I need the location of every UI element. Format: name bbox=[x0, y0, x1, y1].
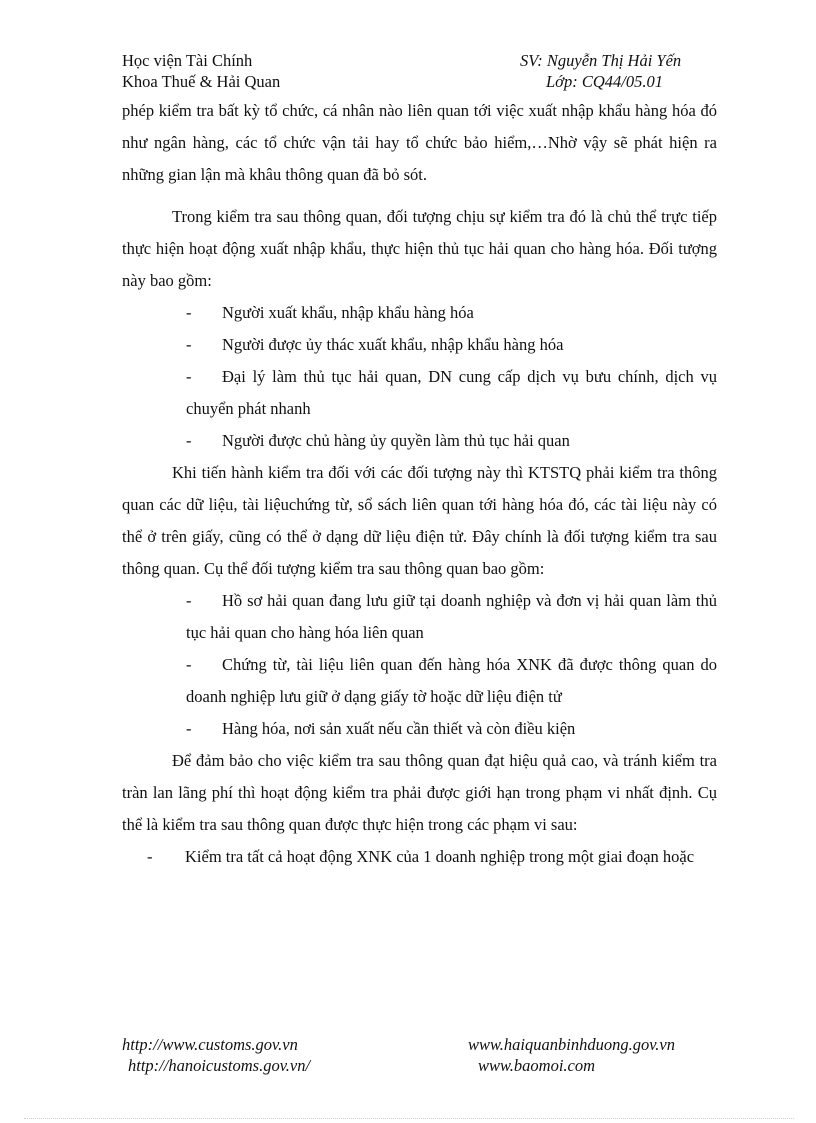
list-item-text: Người xuất khẩu, nhập khẩu hàng hóa bbox=[222, 303, 474, 322]
faculty-name: Khoa Thuế & Hải Quan bbox=[122, 72, 281, 91]
list-item: - Đại lý làm thủ tục hải quan, DN cung cấp dịch vụ bưu chính, dịch vụ chuyển phát nhanh bbox=[122, 361, 717, 425]
list-item-text: Đại lý làm thủ tục hải quan, DN cung cấp dịch vụ bưu chính, dịch vụ chuyển phát nhanh bbox=[186, 367, 717, 418]
document-body bbox=[122, 95, 717, 873]
footer-link-hanoicustoms: http://hanoicustoms.gov.vn/ bbox=[128, 1056, 311, 1075]
paragraph: Để đảm bảo cho việc kiểm tra sau thông quan đạt hiệu quả cao, và tránh kiểm tra tràn lan lãng phí thì hoạt động kiểm tra phải được giới hạn trong phạm vi nhất định. Cụ thể là kiểm tra sau thông quan được thực hiện trong các phạm vi sau: bbox=[122, 751, 717, 834]
footer-link-haiquanbinhduong: www.haiquanbinhduong.gov.vn bbox=[468, 1035, 676, 1054]
paragraph: phép kiểm tra bất kỳ tổ chức, cá nhân nào liên quan tới việc xuất nhập khẩu hàng hóa đó như ngân hàng, các tổ chức vận tải hay tổ chức bảo hiểm,…Nhờ vậy sẽ phát hiện ra những gian lận mà khâu thông quan đã bỏ sót. bbox=[122, 101, 717, 184]
page-header-left bbox=[122, 50, 280, 92]
class-code: Lớp: CQ44/05.01 bbox=[546, 72, 663, 91]
list-item: - Hồ sơ hải quan đang lưu giữ tại doanh nghiệp và đơn vị hải quan làm thủ tục hải quan cho hàng hóa liên quan bbox=[122, 585, 717, 649]
list-item: - Chứng từ, tài liệu liên quan đến hàng hóa XNK đã được thông quan do doanh nghiệp lưu giữ ở dạng giấy tờ hoặc dữ liệu điện tử bbox=[122, 649, 717, 713]
list-item: - Người được ủy thác xuất khẩu, nhập khẩu hàng hóa bbox=[122, 329, 717, 361]
list-item-text: Chứng từ, tài liệu liên quan đến hàng hóa XNK đã được thông quan do doanh nghiệp lưu giữ ở dạng giấy tờ hoặc dữ liệu điện tử bbox=[186, 655, 717, 706]
student-name: SV: Nguyễn Thị Hải Yến bbox=[520, 51, 682, 70]
list-item-text: Hàng hóa, nơi sản xuất nếu cần thiết và còn điều kiện bbox=[222, 719, 576, 738]
list-item: - Người được chủ hàng ủy quyền làm thủ tục hải quan bbox=[122, 425, 717, 457]
footer-link-baomoi: www.baomoi.com bbox=[478, 1056, 596, 1075]
page-header-right bbox=[520, 50, 681, 92]
list-item-text: Kiểm tra tất cả hoạt động XNK của 1 doanh nghiệp trong một giai đoạn hoặc bbox=[185, 847, 695, 866]
list-item-text: Hồ sơ hải quan đang lưu giữ tại doanh nghiệp và đơn vị hải quan làm thủ tục hải quan cho hàng hóa liên quan bbox=[186, 591, 717, 642]
footer-link-customs: http://www.customs.gov.vn bbox=[122, 1035, 298, 1054]
paragraph: Trong kiểm tra sau thông quan, đối tượng chịu sự kiểm tra đó là chủ thể trực tiếp thực hiện hoạt động xuất nhập khẩu, thực hiện thủ tục hải quan cho hàng hóa. Đối tượng này bao gồm: bbox=[122, 207, 717, 290]
paragraph: Khi tiến hành kiểm tra đối với các đối tượng này thì KTSTQ phải kiểm tra thông quan các dữ liệu, tài liệuchứng từ, sổ sách liên quan tới hàng hóa đó, các tài liệu này có thể ở trên giấy, cũng có thể ở dạng dữ liệu điện tử. Đây chính là đối tượng kiểm tra sau thông quan. Cụ thể đối tượng kiểm tra sau thông quan bao gồm: bbox=[122, 463, 717, 578]
institution-name: Học viện Tài Chính bbox=[122, 51, 253, 70]
page-bottom-divider bbox=[24, 1118, 794, 1119]
list-item-text: Người được chủ hàng ủy quyền làm thủ tục hải quan bbox=[222, 431, 570, 450]
list-item: - Kiểm tra tất cả hoạt động XNK của 1 doanh nghiệp trong một giai đoạn hoặc bbox=[122, 841, 717, 873]
list-item: - Hàng hóa, nơi sản xuất nếu cần thiết và còn điều kiện bbox=[122, 713, 717, 745]
list-item-text: Người được ủy thác xuất khẩu, nhập khẩu hàng hóa bbox=[222, 335, 564, 354]
list-item: - Người xuất khẩu, nhập khẩu hàng hóa bbox=[122, 297, 717, 329]
